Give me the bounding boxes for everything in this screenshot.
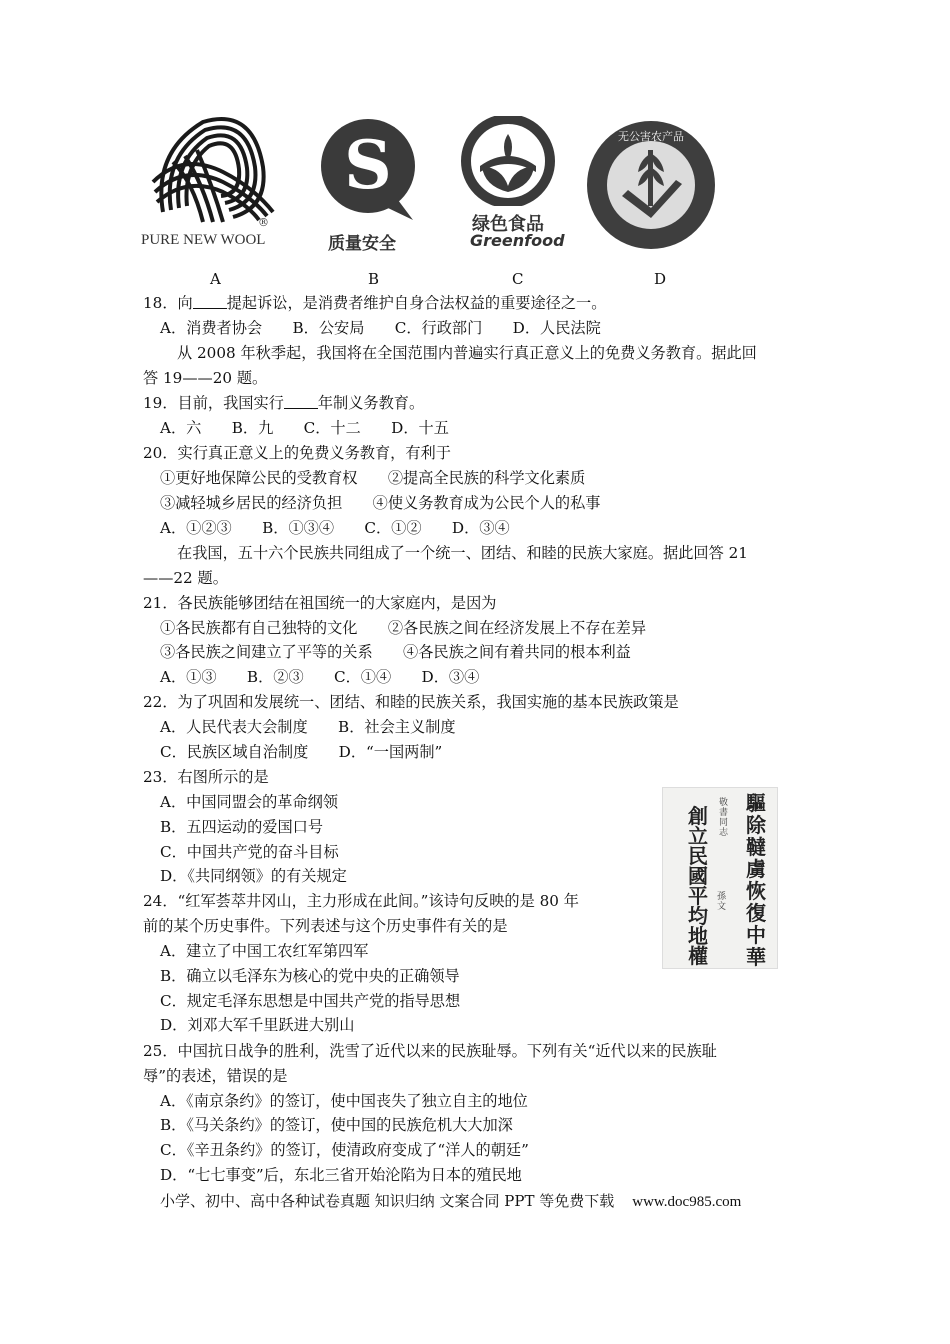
- passage-1-line-2: 答 19——20 题。: [143, 369, 268, 387]
- question-25-option-c: C．《辛丑条约》的签订，使清政府变成了“洋人的朝廷”: [160, 1141, 529, 1159]
- q19-stem-post: 年制义务教育。: [317, 394, 425, 412]
- calligraphy-image: [662, 787, 778, 969]
- footer: [160, 1190, 741, 1211]
- question-25-line-1: 25．中国抗日战争的胜利，洗雪了近代以来的民族耻辱。下列有关“近代以来的民族耻: [143, 1042, 717, 1060]
- question-21-stem: 21．各民族能够团结在祖国统一的大家庭内，是因为: [143, 594, 497, 612]
- passage-2-line-1: 在我国，五十六个民族共同组成了一个统一、团结、和睦的民族大家庭。据此回答 21: [177, 544, 748, 562]
- question-19-stem: [143, 393, 424, 413]
- question-25-line-2: 辱”的表述，错误的是: [143, 1067, 288, 1085]
- passage-2-line-2: ——22 题。: [143, 569, 228, 587]
- passage-1-line-1: 从 2008 年秋季起，我国将在全国范围内普遍实行真正意义上的免费义务教育。据此回: [177, 344, 757, 362]
- registered-mark: ®: [258, 216, 269, 229]
- calligraphy-column-left: 創立民國平均地權: [688, 804, 708, 968]
- question-25-option-a: A．《南京条约》的签订，使中国丧失了独立自主的地位: [160, 1092, 528, 1110]
- green-food-caption-cn: 绿色食品: [472, 214, 544, 235]
- qs-s-letter: S: [344, 126, 392, 204]
- calligraphy-signature: 孫文: [717, 892, 727, 912]
- footer-url[interactable]: www.doc985.com: [632, 1194, 742, 1210]
- question-24-line-1: 24．“红军荟萃井冈山，主力形成在此间。”该诗句反映的是 80 年: [143, 892, 579, 910]
- q18-stem-pre: 18．向: [143, 294, 193, 312]
- question-23-stem: 23．右图所示的是: [143, 768, 269, 786]
- green-food-logo: [460, 116, 565, 251]
- pollution-free-logo: [582, 118, 722, 253]
- qs-logo: [318, 116, 418, 254]
- question-20-items-2: ③减轻城乡居民的经济负担 ④使义务教育成为公民个人的私事: [160, 494, 601, 512]
- qs-caption: 质量安全: [328, 234, 396, 254]
- question-21-options: A．①③ B．②③ C．①④ D．③④: [160, 668, 480, 686]
- question-24-option-b: B．确立以毛泽东为核心的党中央的正确领导: [160, 967, 460, 985]
- q18-stem-post: 提起诉讼，是消费者维护自身合法权益的重要途径之一。: [226, 294, 607, 312]
- option-letter-c: C: [512, 270, 524, 288]
- qs-mark-icon: [318, 116, 418, 222]
- pollution-free-produce-icon: [582, 118, 720, 252]
- calligraphy-column-right: 驅除韃虜恢復中華: [746, 791, 766, 969]
- woolmark-icon: [143, 112, 283, 230]
- question-23-option-b: B．五四运动的爱国口号: [160, 818, 324, 836]
- question-23-option-a: A．中国同盟会的革命纲领: [160, 793, 339, 811]
- green-food-icon: [460, 116, 556, 206]
- question-19-options: A．六 B．九 C．十二 D．十五: [160, 419, 449, 437]
- footer-text: 小学、初中、高中各种试卷真题 知识归纳 文案合同 PPT 等免费下载: [160, 1192, 615, 1210]
- q18-blank: [193, 294, 227, 309]
- question-22-options-1: A．人民代表大会制度 B．社会主义制度: [160, 718, 456, 736]
- question-24-option-d: D．刘邓大军千里跃进大别山: [160, 1016, 355, 1034]
- option-letter-b: B: [368, 270, 380, 288]
- question-18-stem: [143, 293, 606, 313]
- question-23-option-c: C．中国共产党的奋斗目标: [160, 843, 339, 861]
- question-22-options-2: C．民族区域自治制度 D．“一国两制”: [160, 743, 443, 761]
- q19-stem-pre: 19．目前，我国实行: [143, 394, 284, 412]
- question-20-stem: 20．实行真正意义上的免费义务教育，有利于: [143, 444, 451, 462]
- question-25-option-d: D．“七七事变”后，东北三省开始沦陷为日本的殖民地: [160, 1166, 522, 1184]
- wool-caption: PURE NEW WOOL: [141, 232, 266, 248]
- woolmark-logo: [143, 112, 283, 252]
- option-letter-d: D: [654, 270, 667, 288]
- question-24-line-2: 前的某个历史事件。下列表述与这个历史事件有关的是: [143, 917, 508, 935]
- pollution-free-ring-text: 无公害农产品: [618, 130, 684, 143]
- question-23-option-d: D．《共同纲领》的有关规定: [160, 867, 347, 885]
- question-20-items-1: ①更好地保障公民的受教育权 ②提高全民族的科学文化素质: [160, 469, 586, 487]
- question-20-options: A．①②③ B．①③④ C．①② D．③④: [160, 519, 510, 537]
- question-21-items-1: ①各民族都有自己独特的文化 ②各民族之间在经济发展上不存在差异: [160, 619, 646, 637]
- calligraphy-note: 敬書同志: [719, 798, 729, 838]
- question-24-option-c: C．规定毛泽东思想是中国共产党的指导思想: [160, 992, 461, 1010]
- question-25-option-b: B．《马关条约》的签订，使中国的民族危机大大加深: [160, 1116, 513, 1134]
- option-letter-a: A: [210, 270, 221, 288]
- question-21-items-2: ③各民族之间建立了平等的关系 ④各民族之间有着共同的根本利益: [160, 643, 631, 661]
- question-24-option-a: A．建立了中国工农红军第四军: [160, 942, 369, 960]
- q19-blank: [284, 394, 318, 409]
- question-18-options: A．消费者协会 B．公安局 C．行政部门 D．人民法院: [160, 319, 601, 337]
- green-food-caption-en: Greenfood: [470, 231, 565, 250]
- question-22-stem: 22．为了巩固和发展统一、团结、和睦的民族关系，我国实施的基本民族政策是: [143, 693, 679, 711]
